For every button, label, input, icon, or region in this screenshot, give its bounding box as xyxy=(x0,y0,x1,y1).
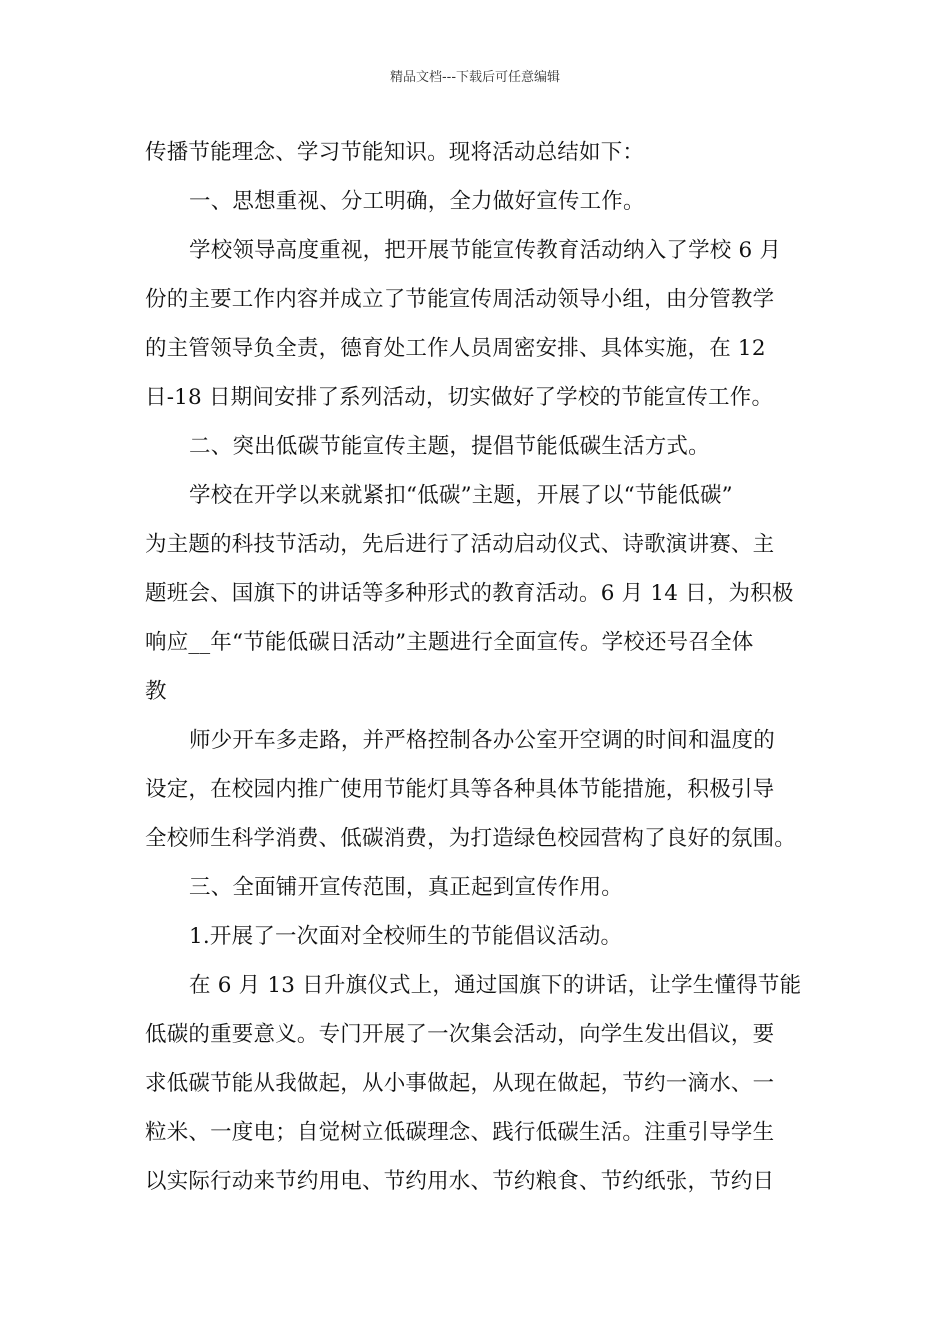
text-line: 以实际行动来节约用电、节约用水、节约粮食、节约纸张，节约日 xyxy=(145,1169,775,1194)
text-line: 学校在开学以来就紧扣“低碳”主题，开展了以“节能低碳” xyxy=(189,483,733,508)
text-line: 求低碳节能从我做起，从小事做起，从现在做起，节约一滴水、一 xyxy=(145,1071,775,1096)
text-line: 题班会、国旗下的讲话等多种形式的教育活动。6 月 14 日，为积极 xyxy=(145,581,794,606)
text-line: 学校领导高度重视，把开展节能宣传教育活动纳入了学校 6 月 xyxy=(189,238,782,263)
text-line: 传播节能理念、学习节能知识。现将活动总结如下： xyxy=(145,140,645,165)
text-line: 低碳的重要意义。专门开展了一次集会活动，向学生发出倡议，要 xyxy=(145,1022,775,1047)
section-heading: 三、全面铺开宣传范围，真正起到宣传作用。 xyxy=(189,875,624,900)
section-heading: 一、思想重视、分工明确，全力做好宣传工作。 xyxy=(189,189,645,214)
document-body xyxy=(145,128,807,1206)
text-line: 设定，在校园内推广使用节能灯具等各种具体节能措施，积极引导 xyxy=(145,777,775,802)
text-line: 份的主要工作内容并成立了节能宣传周活动领导小组，由分管教学 xyxy=(145,287,775,312)
text-line: 为主题的科技节活动，先后进行了活动启动仪式、诗歌演讲赛、主 xyxy=(145,532,775,557)
subsection-heading: 1.开展了一次面对全校师生的节能倡议活动。 xyxy=(189,924,623,949)
text-line: 日-18 日期间安排了系列活动，切实做好了学校的节能宣传工作。 xyxy=(145,385,774,410)
text-line: 在 6 月 13 日升旗仪式上，通过国旗下的讲话，让学生懂得节能 xyxy=(189,973,802,998)
text-line: 全校师生科学消费、低碳消费，为打造绿色校园营构了良好的氛围。 xyxy=(145,826,797,851)
page-header: 精品文档---下载后可任意编辑 xyxy=(389,70,561,85)
text-line: 响应__年“节能低碳日活动”主题进行全面宣传。学校还号召全体 xyxy=(145,630,754,655)
text-line: 的主管领导负全责，德育处工作人员周密安排、具体实施，在 12 xyxy=(145,336,766,361)
text-line: 粒米、一度电；自觉树立低碳理念、践行低碳生活。注重引导学生 xyxy=(145,1120,775,1145)
text-line: 教 xyxy=(145,679,167,704)
section-heading: 二、突出低碳节能宣传主题，提倡节能低碳生活方式。 xyxy=(189,434,710,459)
text-line: 师少开车多走路，并严格控制各办公室开空调的时间和温度的 xyxy=(189,728,775,753)
